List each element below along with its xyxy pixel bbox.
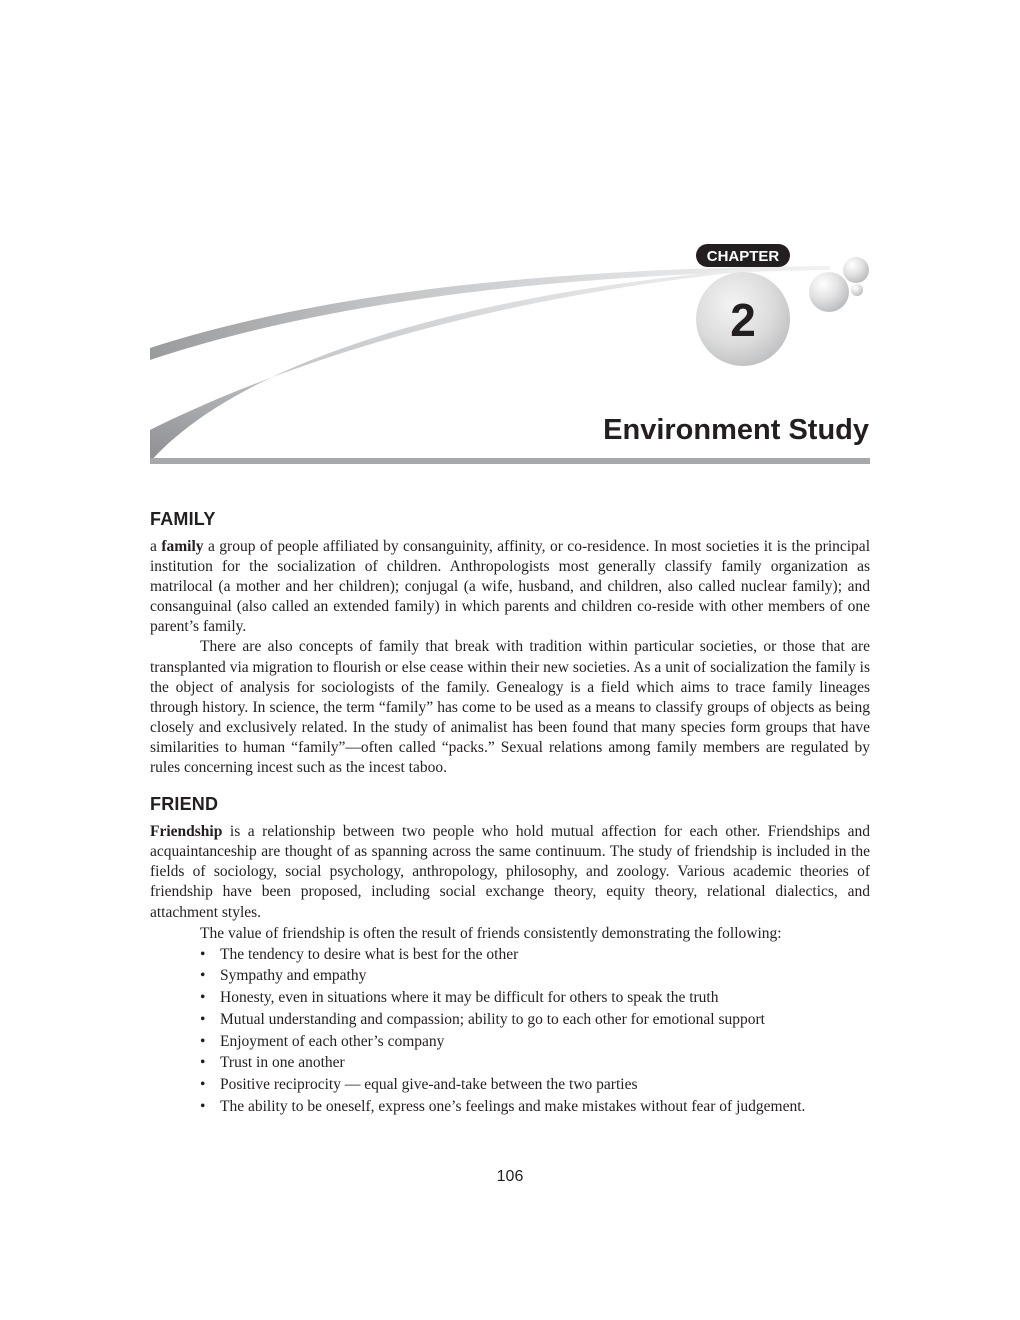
bullet-icon: • [200, 989, 206, 1007]
chapter-title: Environment Study [603, 414, 869, 446]
section-heading-friend: FRIEND [150, 794, 219, 815]
list-item: • Enjoyment of each other’s company [200, 1031, 870, 1053]
page-number: 106 [496, 1168, 524, 1185]
bullet-icon: • [200, 967, 206, 985]
list-item: • Sympathy and empathy [200, 965, 870, 987]
chapter-banner [0, 0, 1020, 480]
chapter-badge-label: CHAPTER [706, 248, 780, 265]
title-rule [150, 458, 870, 464]
family-paragraph-1: a family a group of people affiliated by consanguinity, affinity, or co-residence. In most societies it is the principal institution for the socialization of children. Anthropologists most generally classify family organization as matrilocal (a mother and her children); conjugal (a wife, husband, and children, also called nuclear family); and consanguinal (also called an extended family) in which parents and children co-reside with other members of one parent’s family. [150, 538, 870, 636]
list-item: • Positive reciprocity — equal give-and-take between the two parties [200, 1074, 870, 1096]
decorative-sphere-top [843, 257, 869, 283]
term-family: family [161, 538, 204, 555]
list-item: • Trust in one another [200, 1052, 870, 1074]
list-item: • The tendency to desire what is best for the other [200, 944, 870, 966]
list-item: • The ability to be oneself, express one’s feelings and make mistakes without fear of judgement. [200, 1096, 870, 1118]
list-item: • Mutual understanding and compassion; ability to go to each other for emotional support [200, 1009, 870, 1031]
friend-paragraph-1: Friendship is a relationship between two people who hold mutual affection for each other. Friendships and acquaintanceship are thought of as spanning across the same continuum. The study of friendship is included in the fields of sociology, social psychology, anthropology, philosophy, and zoology. Various academic theories of friendship have been proposed, including social exchange theory, equity theory, relational dialectics, and attachment styles. [150, 823, 870, 921]
decorative-sphere-small [851, 284, 863, 296]
chapter-number: 2 [730, 294, 756, 346]
friendship-values-list [150, 944, 870, 1118]
term-friendship: Friendship [150, 823, 223, 841]
list-item: • Honesty, even in situations where it may be difficult for others to speak the truth [200, 987, 870, 1009]
family-paragraph-2: There are also concepts of family that break with tradition within particular societies, or those that are transplanted via migration to flourish or else cease within their new societies. As a unit of socialization the family is the object of analysis for sociologists of the family. Genealogy is a field which aims to trace family lineages through history. In science, the term “family” has come to be used as a means to classify groups of objects as being closely and exclusively related. In the study of animalist has been found that many species form groups that have similarities to human “family”—often called “packs.” Sexual relations among family members are regulated by rules concerning incest such as the incest taboo. [150, 638, 870, 777]
bullet-icon: • [200, 1075, 206, 1093]
section-heading-family: FAMILY [150, 509, 216, 529]
bullet-icon: • [200, 945, 206, 963]
friend-list-intro: The value of friendship is often the result of friends consistently demonstrating the following: [200, 924, 782, 942]
bullet-icon: • [200, 1054, 206, 1072]
decorative-sphere-large [809, 272, 849, 312]
bullet-icon: • [200, 1032, 206, 1050]
bullet-icon: • [200, 1010, 206, 1028]
page-body [150, 508, 870, 1117]
bullet-icon: • [200, 1097, 206, 1115]
